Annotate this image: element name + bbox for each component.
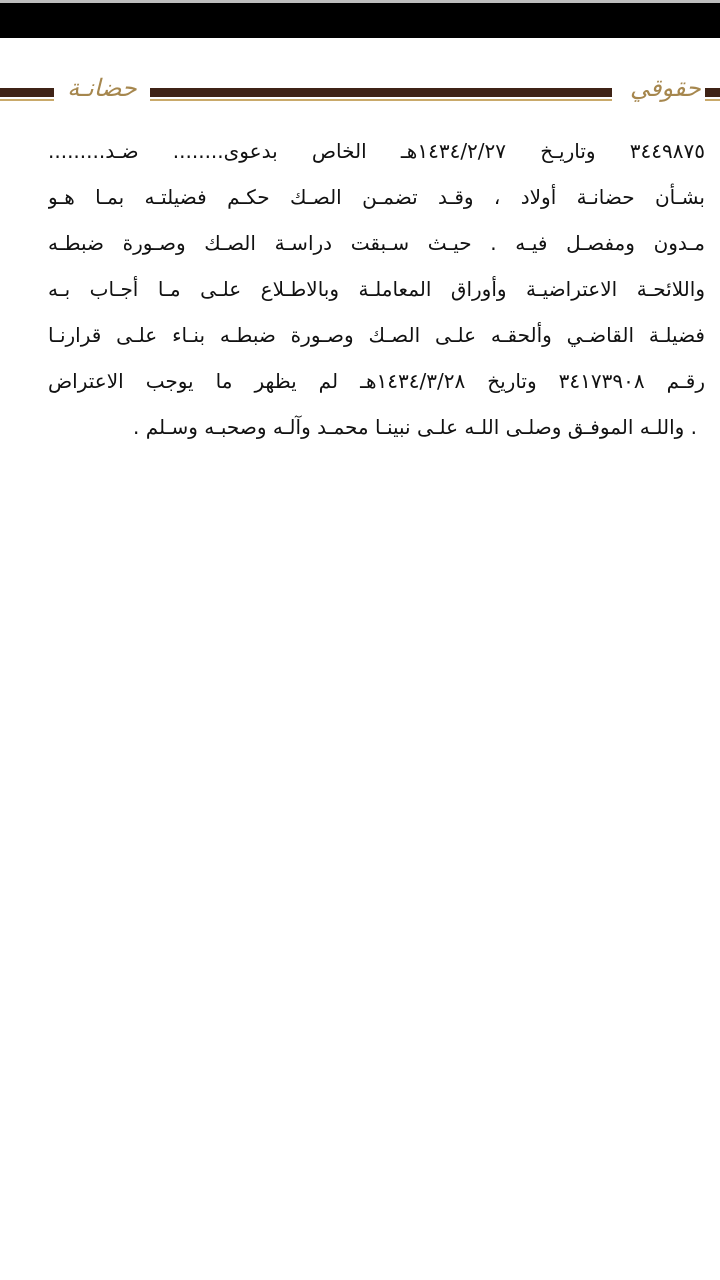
header-right-label: حقوقي xyxy=(630,74,701,102)
text-line: بشـأن حضانـة أولاد ، وقـد تضمـن الصـك حكـم فضيلتـه بمـا هـو xyxy=(48,185,705,209)
text-line: فضيلـة القاضـي وألحقـه علـى الصـك وصـورة ضبطـه بنـاء علـى قرارنـا xyxy=(48,323,705,347)
header-rule-center xyxy=(150,88,612,97)
header-left-label: حضانـة xyxy=(67,74,137,102)
text-line: مـدون ومفصـل فيـه . حيـث سـبقت دراسـة الصـك وصـورة ضبطـه xyxy=(48,231,705,255)
header-band xyxy=(0,64,720,112)
text-line: . واللـه الموفـق وصلـى اللـه علـى نبينـا محمـد وآلـه وصحبـه وسـلم . xyxy=(133,415,697,439)
text-line: رقـم ٣٤١٧٣٩٠٨ وتاريخ ١٤٣٤/٣/٢٨هـ لم يظهر ما يوجب الاعتراض xyxy=(48,369,705,393)
top-status-bar xyxy=(0,0,720,38)
text-line: ٣٤٤٩٨٧٥ وتاريـخ ١٤٣٤/٢/٢٧هـ الخاص بدعوى........ ضـد......... xyxy=(48,139,705,163)
document-body xyxy=(48,128,705,450)
text-line: واللائحـة الاعتراضيـة وأوراق المعاملـة وبالاطـلاع علـى مـا أجـاب بـه xyxy=(48,277,705,301)
header-rule-right xyxy=(705,88,720,97)
header-rule-left xyxy=(0,88,54,97)
